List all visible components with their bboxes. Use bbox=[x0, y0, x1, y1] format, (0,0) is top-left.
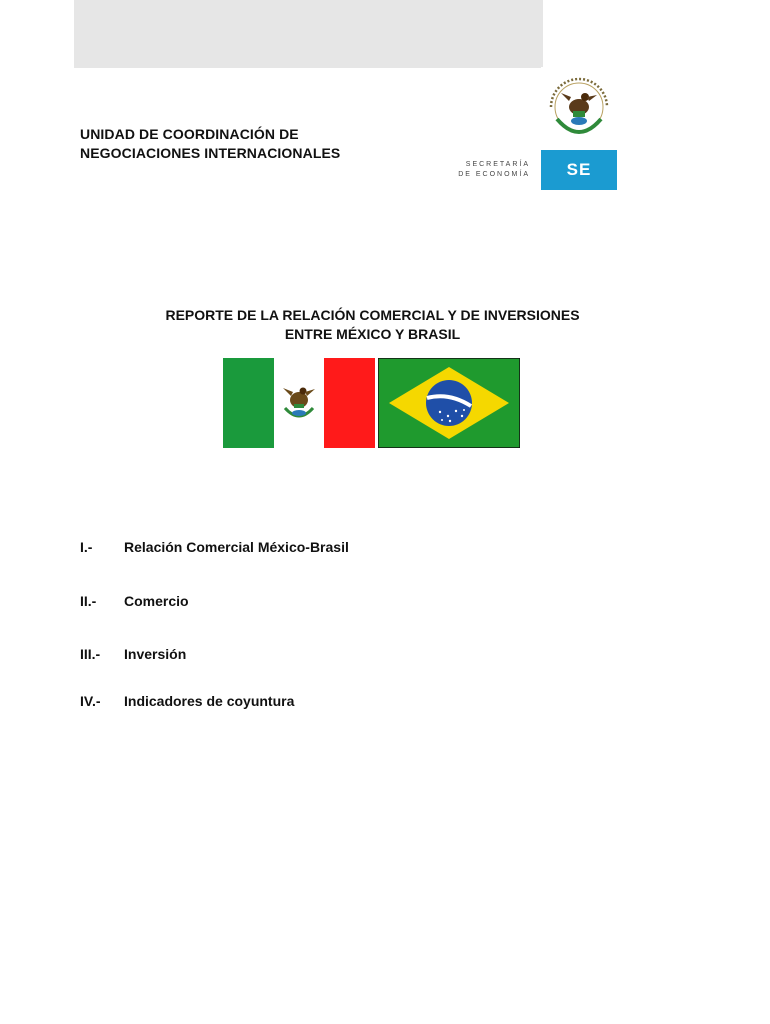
secretaria-line1: SECRETARÍA bbox=[465, 161, 530, 168]
secretaria-line2: DE ECONOMÍA bbox=[458, 171, 530, 178]
toc-item-label: Inversión bbox=[124, 646, 187, 662]
toc-item-label: Relación Comercial México-Brasil bbox=[124, 539, 349, 555]
unit-title bbox=[80, 125, 460, 163]
report-title bbox=[120, 306, 625, 344]
header-band bbox=[74, 0, 543, 68]
se-logo bbox=[541, 67, 617, 190]
unit-title-line1: UNIDAD DE COORDINACIÓN DE bbox=[80, 126, 299, 142]
report-title-line1: REPORTE DE LA RELACIÓN COMERCIAL Y DE INVERSIONES bbox=[165, 307, 580, 323]
toc-item-number: II.- bbox=[80, 593, 97, 609]
secretaria-label bbox=[440, 160, 530, 180]
mexico-flag-icon bbox=[223, 358, 375, 448]
unit-title-line2: NEGOCIACIONES INTERNACIONALES bbox=[80, 145, 341, 161]
toc-item-number: III.- bbox=[80, 646, 101, 662]
toc-item-label: Comercio bbox=[124, 593, 189, 609]
brazil-flag-icon bbox=[378, 358, 520, 448]
toc-item-number: IV.- bbox=[80, 693, 101, 709]
toc-item-number: I.- bbox=[80, 539, 93, 555]
toc-item-label: Indicadores de coyuntura bbox=[124, 693, 295, 709]
report-title-line2: ENTRE MÉXICO Y BRASIL bbox=[284, 326, 461, 342]
se-logo-box: SE bbox=[541, 150, 617, 190]
national-seal-icon bbox=[541, 67, 617, 150]
